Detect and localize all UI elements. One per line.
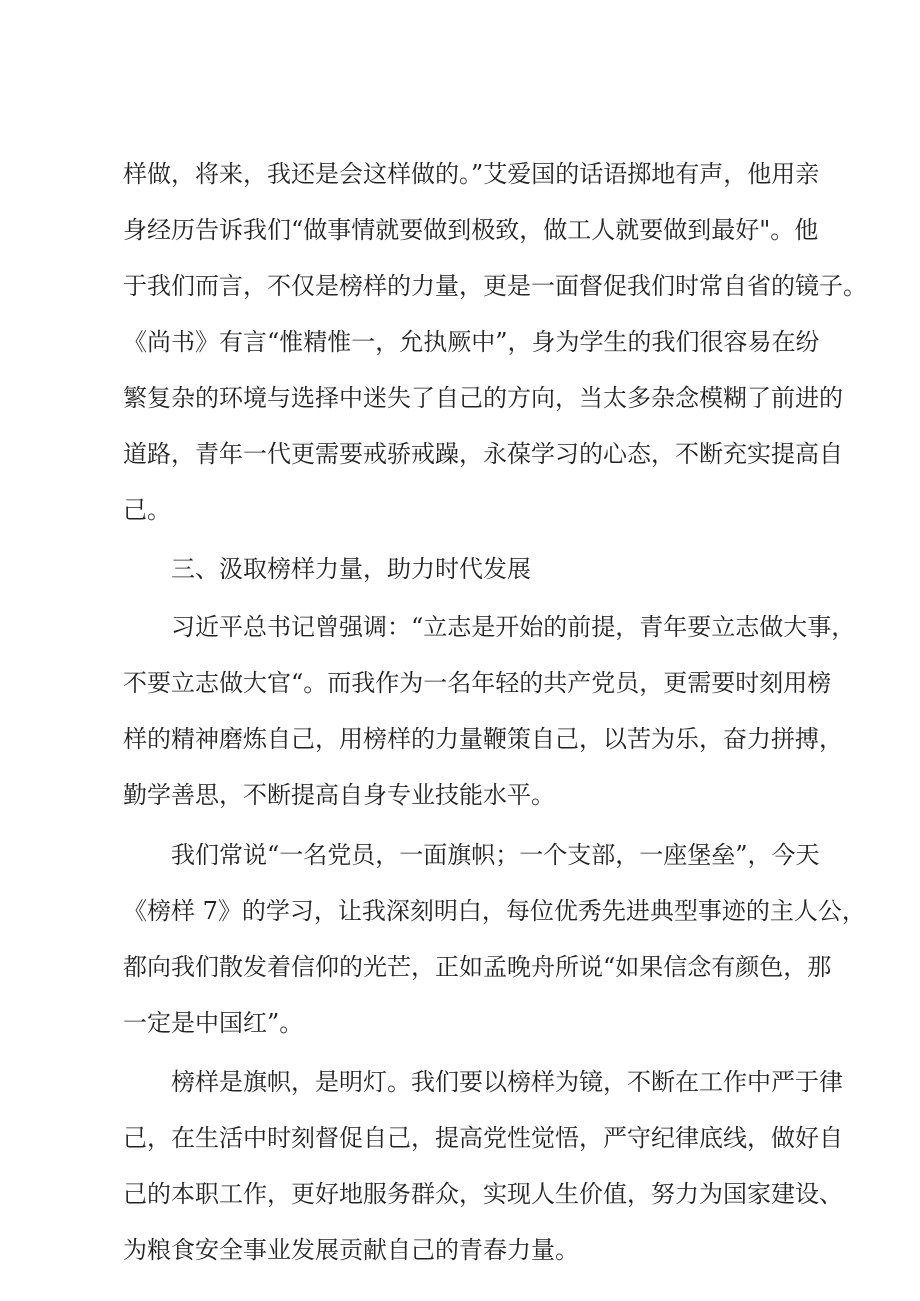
- paragraph-line: 《尚书》有言“惟精惟一，允执厥中”，身为学生的我们很容易在纷: [123, 328, 820, 356]
- paragraph-line: 习近平总书记曾强调：“立志是开始的前提，青年要立志做大事，: [171, 613, 856, 641]
- paragraph-line: 榜样是旗帜，是明灯。我们要以榜样为镜，不断在工作中严于律: [171, 1068, 843, 1096]
- paragraph-line: 我们常说“一名党员，一面旗帜；一个支部，一座堡垒”，今天: [171, 841, 820, 869]
- section-heading: 三、汲取榜样力量，助力时代发展: [171, 555, 531, 583]
- paragraph-line: 己，在生活中时刻督促自己，提高党性觉悟，严守纪律底线，做好自: [123, 1124, 843, 1152]
- paragraph-line: 己的本职工作，更好地服务群众，实现人生价值，努力为国家建设、: [123, 1180, 843, 1208]
- paragraph-line: 《榜样 7》的学习，让我深刻明白，每位优秀先进典型事迹的主人公，: [123, 897, 866, 925]
- paragraph-line: 己。: [123, 496, 171, 524]
- paragraph-line: 一定是中国红”。: [123, 1009, 304, 1037]
- paragraph-line: 勤学善思，不断提高自身专业技能水平。: [123, 781, 555, 809]
- paragraph-line: 不要立志做大官“。而我作为一名年轻的共产党员，更需要时刻用榜: [123, 669, 832, 697]
- paragraph-line: 样的精神磨炼自己，用榜样的力量鞭策自己，以苦为乐，奋力拼搏，: [123, 725, 843, 753]
- paragraph-line: 为粮食安全事业发展贡献自己的青春力量。: [123, 1236, 579, 1264]
- paragraph-line: 都向我们散发着信仰的光芒，正如孟晚舟所说“如果信念有颜色，那: [123, 953, 832, 981]
- paragraph-line: 繁复杂的环境与选择中迷失了自己的方向，当太多杂念模糊了前进的: [123, 384, 843, 412]
- paragraph-line: 道路，青年一代更需要戒骄戒躁，永葆学习的心态，不断充实提高自: [123, 440, 843, 468]
- paragraph-line: 样做，将来，我还是会这样做的。”艾爱国的话语掷地有声，他用亲: [123, 160, 820, 188]
- paragraph-line: 身经历告诉我们“做事情就要做到极致，做工人就要做到最好"。他: [123, 216, 819, 244]
- paragraph-line: 于我们而言，不仅是榜样的力量，更是一面督促我们时常自省的镜子。: [123, 272, 867, 300]
